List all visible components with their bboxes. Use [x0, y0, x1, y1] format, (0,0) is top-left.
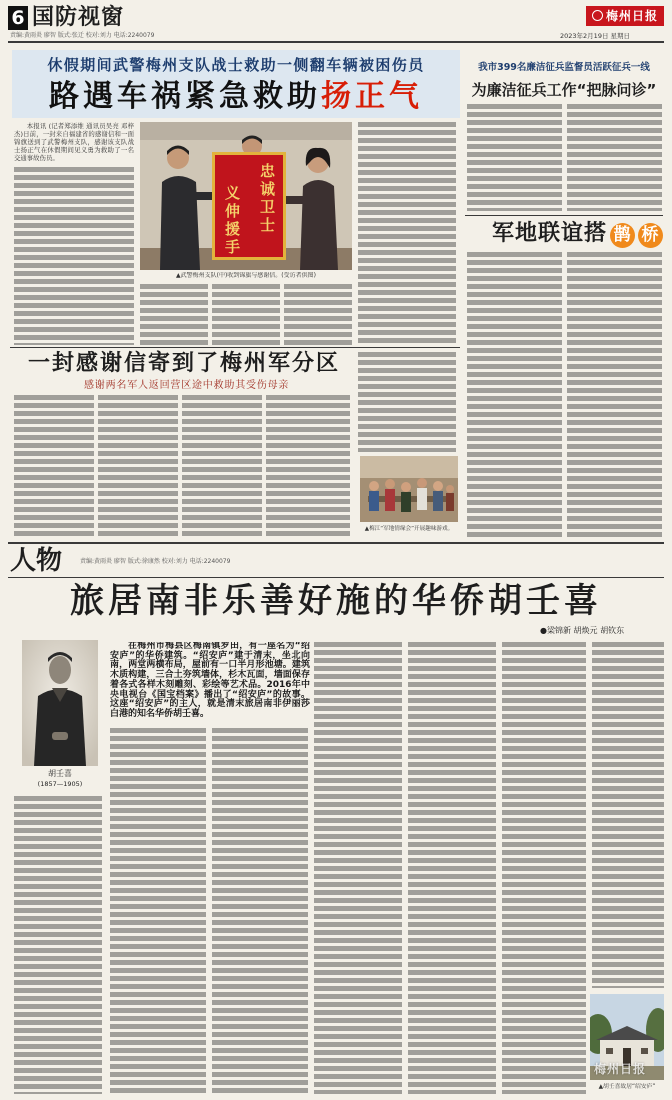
rescue-lead: 本报讯 (记者郑添维 通讯员吴亮 邓梓杰)日前，一封来自福建省的感谢信和一面锦旗送到了武警梅州支队，感谢该支队战士扬正气在休假期间见义勇为救助了一名交通事故伤员。: [14, 122, 134, 162]
pennant-text-left: 义伸援手: [223, 185, 241, 257]
portrait-photo: [22, 640, 98, 766]
header-rule: [8, 41, 664, 43]
rescue-body-col-3: [212, 284, 280, 345]
recruit-headline: 为廉洁征兵工作“把脉问诊”: [471, 81, 657, 99]
section-title: 国防视窗: [32, 5, 125, 30]
letter-body-col-1: [14, 395, 94, 538]
recruit-body-col-1: [467, 104, 562, 211]
section-credits: 责编:黄雨炎 廖智 版式:徐康然 校对:刘力 电话:2240079: [80, 558, 231, 565]
feature-body-col-6: [502, 642, 586, 1094]
pennant-text-right: 忠诚卫士: [258, 163, 276, 235]
bridge-headline: [492, 221, 663, 248]
bridge-headline-main: 军地联谊搭: [492, 221, 608, 246]
section-divider: [8, 542, 664, 544]
rescue-photo-caption: ▲武警梅州支队(中)收到锦旗与感谢信。(受访者供图): [176, 272, 316, 279]
portrait-years: (1857—1905): [37, 780, 83, 788]
feature-headline: 旅居南非乐善好施的华侨胡壬喜: [70, 581, 602, 621]
newspaper-watermark: 梅州日报: [594, 1062, 647, 1076]
bridge-photo-scene: [360, 456, 458, 522]
bridge-photo: [360, 456, 458, 522]
rescue-headline-accent: 扬正气: [321, 79, 423, 114]
mid-top-rule: [10, 347, 460, 348]
rescue-headline-main: 路遇车祸紧急救助: [49, 79, 321, 114]
letter-body-col-5: [358, 352, 456, 452]
bridge-headline-circle-2: 桥: [638, 223, 663, 248]
letter-body-col-2: [98, 395, 178, 538]
rescue-body-col-4: [284, 284, 352, 345]
portrait-name: 胡壬喜: [48, 769, 72, 778]
rescue-kicker: 休假期间武警梅州支队战士救助一侧翻车辆被困伤员: [47, 56, 425, 74]
rescue-body-col-1: [14, 167, 134, 345]
recruit-body-col-2: [567, 104, 662, 211]
logo-text: 梅州日报: [605, 9, 658, 23]
recruit-bottom-rule: [465, 215, 663, 216]
bridge-body-col-2: [567, 252, 662, 538]
recruit-kicker: 我市399名廉洁征兵监督员活跃征兵一线: [478, 62, 650, 73]
feature-body-col-4: [314, 642, 402, 1094]
rescue-body-col-5: [358, 122, 456, 345]
feature-body-col-1: [14, 796, 102, 1094]
bridge-photo-caption: ▲梅江“军地情缘会”开展趣味游戏。: [364, 526, 454, 532]
rescue-body-col-2: [140, 284, 208, 345]
feature-intro: 在梅州市梅县区梅南镇罗田，有一座名为“绍安庐”的华侨建筑。“绍安庐”建于清末，坐北向南，两堂两横布局，屋前有一口半月形池塘。建筑木质构建，三合土夯筑墙体，杉木瓦面，墙面保存着各式各样木刻雕刻、彩绘等艺术品。2016年中央电视台《国宝档案》播出了“绍安庐”的故事。这座“绍安庐”的主人，就是清末旅居南非伊丽莎白港的知名华侨胡壬喜。: [110, 642, 310, 719]
letter-subtitle: 感谢两名军人返回营区途中救助其受伤母亲: [84, 380, 290, 391]
letter-body-col-3: [182, 395, 262, 538]
feature-body-col-5: [408, 642, 496, 1094]
section2-rule: [8, 577, 664, 578]
feature-body-col-2: [110, 728, 206, 1094]
feature-body-col-3: [212, 728, 308, 1094]
page-credits: 责编:黄雨炎 廖智 版式:张迁 校对:刘力 电话:2240079: [10, 32, 155, 39]
feature-body-col-7: [592, 642, 664, 988]
residence-photo-caption: ▲胡壬喜故居“绍安庐”: [598, 1084, 656, 1090]
letter-headline: 一封感谢信寄到了梅州军分区: [28, 351, 341, 376]
logo-emblem-icon: [592, 10, 603, 21]
rescue-photo: [140, 122, 352, 270]
honor-pennant: [212, 152, 286, 260]
rescue-headline: [12, 78, 460, 116]
page-number: 6: [8, 6, 28, 30]
issue-date: 2023年2月19日 星期日: [560, 32, 631, 40]
section-title-person: 人物: [10, 546, 63, 576]
feature-byline: ●梁锦新 胡焕元 胡钦东: [540, 626, 625, 635]
bridge-body-col-1: [467, 252, 562, 538]
letter-body-col-4: [266, 395, 350, 538]
newspaper-logo: [586, 6, 664, 26]
portrait-figure: [22, 640, 98, 766]
bridge-headline-circle-1: 鹊: [610, 223, 635, 248]
